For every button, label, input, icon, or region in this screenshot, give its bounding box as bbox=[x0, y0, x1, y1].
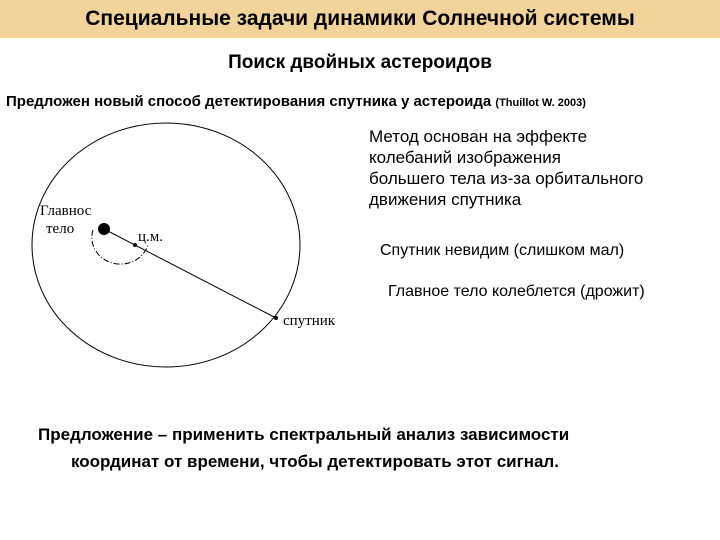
method-line: движения спутника bbox=[369, 190, 522, 209]
label-main-body-line2: тело bbox=[46, 221, 75, 237]
label-main-body-line1: Главнос bbox=[40, 203, 92, 219]
intro-citation: (Thuillot W. 2003) bbox=[495, 97, 586, 109]
note-satellite-invisible: Спутник невидим (слишком мал) bbox=[380, 242, 625, 259]
label-satellite: спутник bbox=[283, 313, 336, 329]
connecting-line bbox=[104, 229, 276, 318]
method-line: большего тела из-за орбитального bbox=[369, 169, 644, 188]
satellite-marker bbox=[274, 316, 278, 320]
method-line: колебаний изображения bbox=[369, 148, 561, 167]
proposal-text bbox=[38, 421, 569, 475]
main-body-marker bbox=[98, 223, 110, 235]
note-main-body-oscillates: Главное тело колеблется (дрожит) bbox=[388, 283, 645, 300]
method-description bbox=[369, 126, 643, 210]
proposal-line-1: Предложение – применить спектральный анализ зависимости bbox=[38, 425, 570, 444]
intro-text bbox=[6, 93, 586, 110]
intro-main-text: Предложен новый способ детектирования спутника у астероида bbox=[6, 93, 492, 110]
slide-title: Специальные задачи динамики Солнечной системы bbox=[85, 7, 635, 30]
label-center-of-mass: ц.м. bbox=[138, 229, 164, 245]
satellite-orbit bbox=[32, 123, 300, 367]
proposal-line-2: координат от времени, чтобы детектировать этот сигнал. bbox=[71, 452, 559, 471]
orbit-diagram bbox=[0, 120, 360, 420]
slide-subtitle: Поиск двойных астероидов bbox=[228, 52, 492, 73]
center-of-mass-marker bbox=[133, 243, 137, 247]
method-line: Метод основан на эффекте bbox=[369, 127, 588, 146]
